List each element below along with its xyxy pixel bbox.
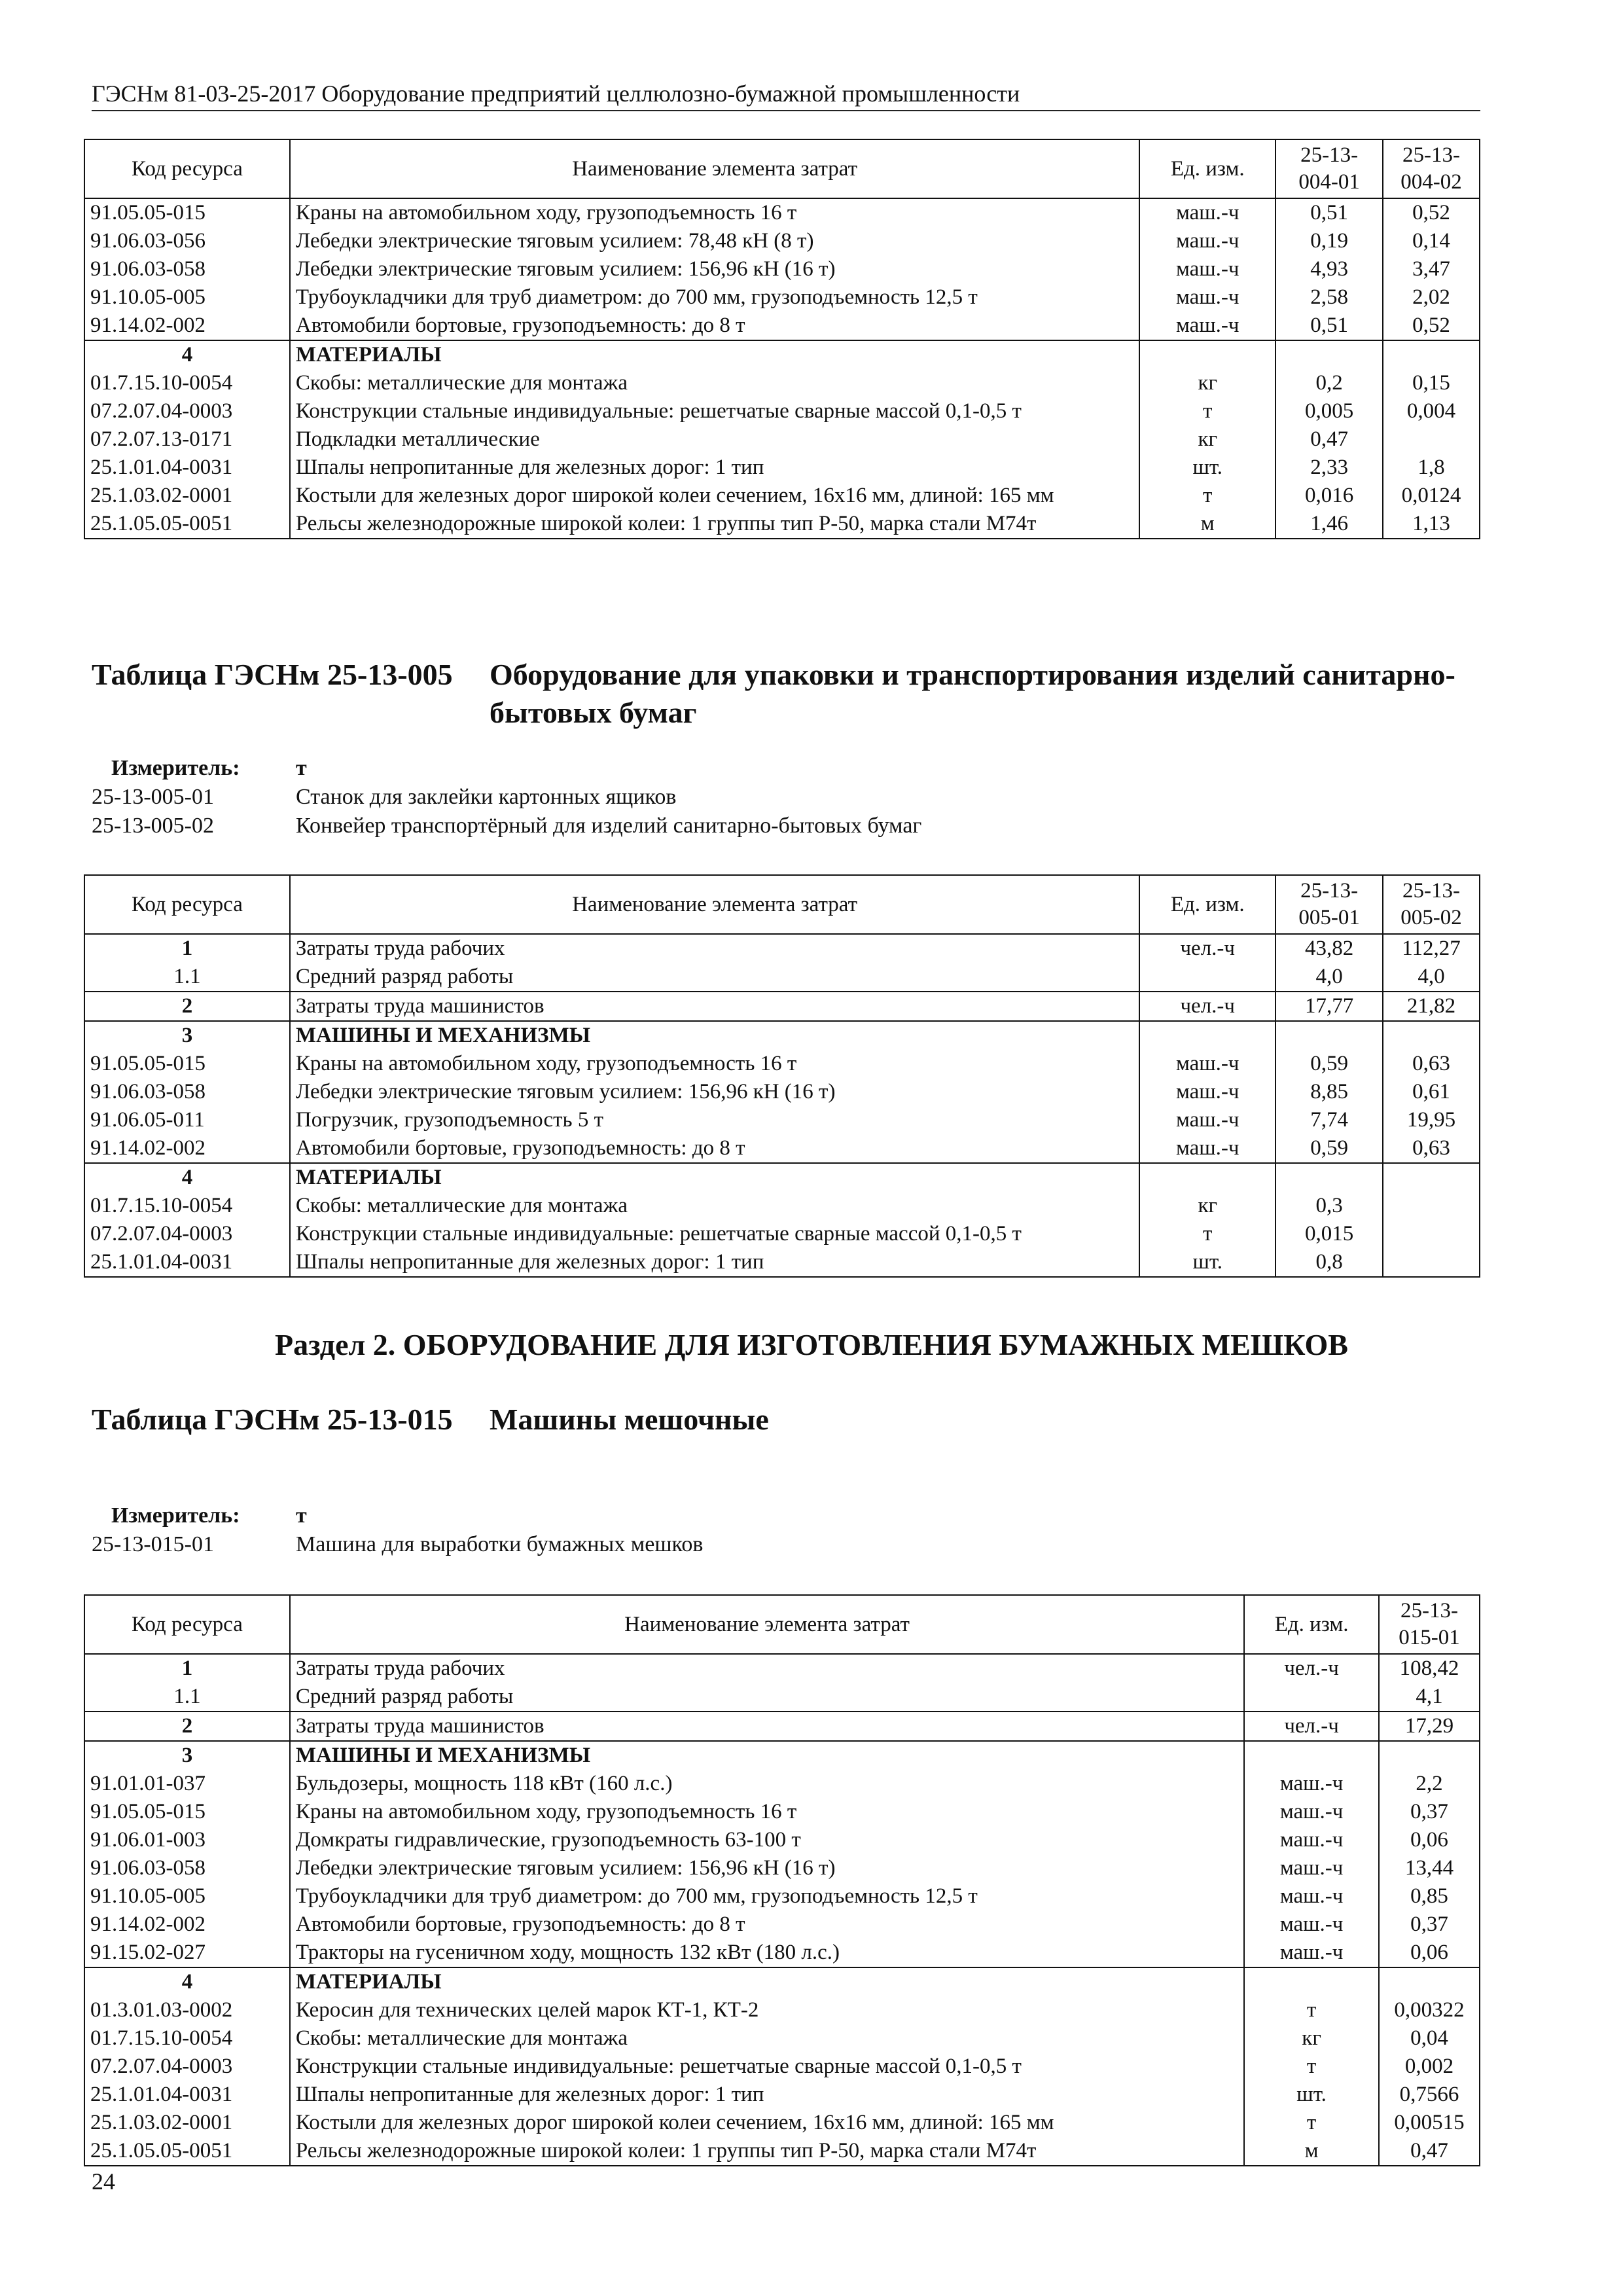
cell-value-1: 0,51 <box>1275 198 1383 227</box>
cell-value-2: 0,52 <box>1383 198 1480 227</box>
cell-value-1: 0,47 <box>1275 425 1383 454</box>
cell-value-2: 0,004 <box>1383 397 1480 425</box>
cell-name: Тракторы на гусеничном ходу, мощность 132 кВт (180 л.с.) <box>290 1939 1244 1967</box>
cell-value-1: 0,59 <box>1275 1134 1383 1163</box>
table-label-015: Таблица ГЭСНм 25-13-015 <box>92 1403 453 1436</box>
cell-code: 91.06.03-058 <box>84 255 290 283</box>
cell-unit: чел.-ч <box>1139 992 1275 1021</box>
cell-code: 91.10.05-005 <box>84 283 290 312</box>
table-row <box>84 1220 1480 1248</box>
cell-value-2: 112,27 <box>1383 934 1480 963</box>
cell-name: Краны на автомобильном ходу, грузоподъемность 16 т <box>290 1050 1139 1078</box>
col-header-name: Наименование элемента затрат <box>290 875 1139 934</box>
table-row <box>84 1134 1480 1163</box>
cell-unit: маш.-ч <box>1139 198 1275 227</box>
cell-unit: маш.-ч <box>1139 255 1275 283</box>
cell-unit: маш.-ч <box>1139 227 1275 255</box>
table-row <box>84 1770 1480 1798</box>
table-section-row <box>84 1741 1480 1770</box>
cell-code: 1.1 <box>84 1683 290 1712</box>
table-row <box>84 482 1480 510</box>
cell-value-1 <box>1379 1741 1480 1770</box>
page-number: 24 <box>92 2168 115 2195</box>
cell-value-1: 4,0 <box>1275 963 1383 992</box>
table-row <box>84 227 1480 255</box>
cell-unit <box>1244 1683 1379 1712</box>
cell-name: Краны на автомобильном ходу, грузоподъемность 16 т <box>290 1798 1244 1826</box>
cell-unit: маш.-ч <box>1139 1050 1275 1078</box>
cell-name: МАТЕРИАЛЫ <box>290 1967 1244 1996</box>
cell-unit: маш.-ч <box>1139 1106 1275 1134</box>
cell-code: 07.2.07.13-0171 <box>84 425 290 454</box>
item-row <box>92 1530 703 1559</box>
item-code: 25-13-005-02 <box>92 814 214 838</box>
cell-name: Средний разряд работы <box>290 1683 1244 1712</box>
cell-value-1: 0,59 <box>1275 1050 1383 1078</box>
cell-value-1: 0,37 <box>1379 1798 1480 1826</box>
cell-code: 91.06.01-003 <box>84 1826 290 1854</box>
cell-value-2: 0,15 <box>1383 369 1480 397</box>
cell-unit: т <box>1244 1996 1379 2024</box>
table-row <box>84 1910 1480 1939</box>
cell-unit: чел.-ч <box>1244 1712 1379 1741</box>
cell-code: 01.7.15.10-0054 <box>84 1192 290 1220</box>
table-row <box>84 1248 1480 1277</box>
table-row <box>84 425 1480 454</box>
cell-name: МАТЕРИАЛЫ <box>290 340 1139 369</box>
table-header-row <box>84 139 1480 198</box>
col-header-value-1: 25-13-004-01 <box>1275 139 1383 198</box>
cell-value-1: 0,7566 <box>1379 2081 1480 2109</box>
cell-name: Рельсы железнодорожные широкой колеи: 1 группы тип Р-50, марка стали М74т <box>290 510 1139 539</box>
cell-value-1: 0,8 <box>1275 1248 1383 1277</box>
cell-name: Шпалы непропитанные для железных дорог: 1 тип <box>290 454 1139 482</box>
cell-name: Лебедки электрические тяговым усилием: 156,96 кН (16 т) <box>290 255 1139 283</box>
cell-name: МАТЕРИАЛЫ <box>290 1163 1139 1192</box>
cell-unit <box>1139 963 1275 992</box>
table-section-row <box>84 1712 1480 1741</box>
cell-unit: маш.-ч <box>1139 1078 1275 1106</box>
cell-unit <box>1139 1163 1275 1192</box>
cell-name: Скобы: металлические для монтажа <box>290 2024 1244 2053</box>
cell-name: Лебедки электрические тяговым усилием: 78,48 кН (8 т) <box>290 227 1139 255</box>
cell-name: Средний разряд работы <box>290 963 1139 992</box>
cell-value-1: 0,005 <box>1275 397 1383 425</box>
table-row <box>84 1882 1480 1910</box>
cell-code: 07.2.07.04-0003 <box>84 397 290 425</box>
cell-value-1 <box>1379 1967 1480 1996</box>
cell-code: 4 <box>84 1967 290 1996</box>
cell-unit: маш.-ч <box>1244 1939 1379 1967</box>
table-row <box>84 2081 1480 2109</box>
col-header-code: Код ресурса <box>84 139 290 198</box>
table-row <box>84 283 1480 312</box>
cell-value-2: 0,63 <box>1383 1050 1480 1078</box>
cell-value-1 <box>1275 1163 1383 1192</box>
col-header-name: Наименование элемента затрат <box>290 1595 1244 1654</box>
cell-value-2: 4,0 <box>1383 963 1480 992</box>
cell-value-2 <box>1383 1220 1480 1248</box>
cell-value-1: 0,2 <box>1275 369 1383 397</box>
cell-name: Затраты труда рабочих <box>290 1654 1244 1683</box>
cell-unit <box>1139 340 1275 369</box>
cell-code: 91.06.03-058 <box>84 1854 290 1882</box>
cell-code: 25.1.05.05-0051 <box>84 2137 290 2166</box>
cell-unit <box>1139 1021 1275 1050</box>
table-row <box>84 1192 1480 1220</box>
cell-code: 91.14.02-002 <box>84 1910 290 1939</box>
cell-value-2 <box>1383 425 1480 454</box>
cell-value-2: 3,47 <box>1383 255 1480 283</box>
item-row <box>92 812 921 840</box>
cell-name: МАШИНЫ И МЕХАНИЗМЫ <box>290 1741 1244 1770</box>
cell-code: 91.14.02-002 <box>84 312 290 340</box>
table-row <box>84 1996 1480 2024</box>
table-row <box>84 2109 1480 2137</box>
cell-code: 25.1.05.05-0051 <box>84 510 290 539</box>
cell-code: 91.15.02-027 <box>84 1939 290 1967</box>
cell-value-2: 2,02 <box>1383 283 1480 312</box>
cell-name: Затраты труда машинистов <box>290 992 1139 1021</box>
col-header-value-1: 25-13-015-01 <box>1379 1595 1480 1654</box>
cell-name: МАШИНЫ И МЕХАНИЗМЫ <box>290 1021 1139 1050</box>
cell-unit: маш.-ч <box>1244 1854 1379 1882</box>
cell-name: Керосин для технических целей марок КТ-1, КТ-2 <box>290 1996 1244 2024</box>
norms-table-004 <box>84 139 1480 539</box>
cell-code: 3 <box>84 1021 290 1050</box>
cell-unit: м <box>1244 2137 1379 2166</box>
col-header-unit: Ед. изм. <box>1139 875 1275 934</box>
cell-code: 4 <box>84 340 290 369</box>
cell-value-2: 1,13 <box>1383 510 1480 539</box>
cell-value-2 <box>1383 1192 1480 1220</box>
cell-unit: шт. <box>1244 2081 1379 2109</box>
cell-unit: маш.-ч <box>1139 1134 1275 1163</box>
table-section-row <box>84 1021 1480 1050</box>
cell-name: Костыли для железных дорог широкой колеи сечением, 16x16 мм, длиной: 165 мм <box>290 482 1139 510</box>
measure-row <box>92 754 921 783</box>
table-section-row <box>84 1654 1480 1683</box>
cell-value-2 <box>1383 1021 1480 1050</box>
cell-unit: маш.-ч <box>1244 1826 1379 1854</box>
table-row <box>84 510 1480 539</box>
table-row <box>84 1826 1480 1854</box>
cell-value-1: 0,00322 <box>1379 1996 1480 2024</box>
cell-unit: кг <box>1244 2024 1379 2053</box>
cell-unit <box>1244 1741 1379 1770</box>
cell-value-1: 0,04 <box>1379 2024 1480 2053</box>
col-header-code: Код ресурса <box>84 875 290 934</box>
cell-name: Краны на автомобильном ходу, грузоподъемность 16 т <box>290 198 1139 227</box>
cell-name: Бульдозеры, мощность 118 кВт (160 л.с.) <box>290 1770 1244 1798</box>
cell-code: 91.05.05-015 <box>84 198 290 227</box>
cell-code: 07.2.07.04-0003 <box>84 1220 290 1248</box>
cell-code: 01.3.01.03-0002 <box>84 1996 290 2024</box>
cell-value-2 <box>1383 1163 1480 1192</box>
table-row <box>84 2024 1480 2053</box>
cell-code: 91.05.05-015 <box>84 1798 290 1826</box>
cell-value-2 <box>1383 1248 1480 1277</box>
table-row <box>84 1050 1480 1078</box>
norms-table-015 <box>84 1594 1480 2166</box>
table-row <box>84 963 1480 992</box>
cell-value-1: 0,002 <box>1379 2053 1480 2081</box>
cell-value-2: 21,82 <box>1383 992 1480 1021</box>
table-label-005: Таблица ГЭСНм 25-13-005 <box>92 658 453 691</box>
cell-unit: т <box>1139 397 1275 425</box>
cell-code: 2 <box>84 992 290 1021</box>
cell-value-1: 0,85 <box>1379 1882 1480 1910</box>
measure-value: т <box>296 756 307 780</box>
cell-unit: маш.-ч <box>1244 1910 1379 1939</box>
cell-unit: кг <box>1139 1192 1275 1220</box>
cell-name: Автомобили бортовые, грузоподъемность: до 8 т <box>290 1134 1139 1163</box>
cell-value-2: 0,0124 <box>1383 482 1480 510</box>
cell-value-1: 17,29 <box>1379 1712 1480 1741</box>
item-row <box>92 783 921 812</box>
table-section-row <box>84 1967 1480 1996</box>
table-header-row <box>84 1595 1480 1654</box>
cell-value-1: 8,85 <box>1275 1078 1383 1106</box>
measure-block-015 <box>92 1501 703 1559</box>
cell-code: 01.7.15.10-0054 <box>84 369 290 397</box>
table-row <box>84 1939 1480 1967</box>
cell-value-1: 13,44 <box>1379 1854 1480 1882</box>
table-header-row <box>84 875 1480 934</box>
col-header-value-1: 25-13-005-01 <box>1275 875 1383 934</box>
cell-name: Костыли для железных дорог широкой колеи сечением, 16x16 мм, длиной: 165 мм <box>290 2109 1244 2137</box>
cell-unit: шт. <box>1139 454 1275 482</box>
cell-name: Подкладки металлические <box>290 425 1139 454</box>
table-row <box>84 397 1480 425</box>
cell-value-2: 19,95 <box>1383 1106 1480 1134</box>
cell-name: Скобы: металлические для монтажа <box>290 369 1139 397</box>
cell-value-1: 0,016 <box>1275 482 1383 510</box>
running-header: ГЭСНм 81-03-25-2017 Оборудование предприятий целлюлозно-бумажной промышленности <box>92 81 1020 107</box>
cell-code: 3 <box>84 1741 290 1770</box>
cell-value-1 <box>1275 1021 1383 1050</box>
cell-code: 91.10.05-005 <box>84 1882 290 1910</box>
cell-value-1: 17,77 <box>1275 992 1383 1021</box>
col-header-name: Наименование элемента затрат <box>290 139 1139 198</box>
cell-unit: маш.-ч <box>1139 312 1275 340</box>
cell-code: 1 <box>84 934 290 963</box>
table-row <box>84 454 1480 482</box>
table-row <box>84 369 1480 397</box>
item-code: 25-13-015-01 <box>92 1532 214 1556</box>
cell-value-2: 0,63 <box>1383 1134 1480 1163</box>
cell-code: 25.1.03.02-0001 <box>84 2109 290 2137</box>
cell-value-1: 0,06 <box>1379 1939 1480 1967</box>
cell-name: Домкраты гидравлические, грузоподъемность 63-100 т <box>290 1826 1244 1854</box>
cell-name: Автомобили бортовые, грузоподъемность: до 8 т <box>290 1910 1244 1939</box>
cell-name: Погрузчик, грузоподъемность 5 т <box>290 1106 1139 1134</box>
table-row <box>84 1106 1480 1134</box>
cell-unit: кг <box>1139 425 1275 454</box>
cell-name: Лебедки электрические тяговым усилием: 156,96 кН (16 т) <box>290 1078 1139 1106</box>
cell-code: 25.1.01.04-0031 <box>84 2081 290 2109</box>
cell-code: 91.01.01-037 <box>84 1770 290 1798</box>
cell-code: 91.06.05-011 <box>84 1106 290 1134</box>
cell-name: Автомобили бортовые, грузоподъемность: до 8 т <box>290 312 1139 340</box>
cell-unit: т <box>1139 1220 1275 1248</box>
cell-value-1: 2,58 <box>1275 283 1383 312</box>
cell-unit: маш.-ч <box>1244 1882 1379 1910</box>
table-row <box>84 1078 1480 1106</box>
measure-row <box>92 1501 703 1530</box>
cell-unit: чел.-ч <box>1139 934 1275 963</box>
table-row <box>84 198 1480 227</box>
cell-name: Конструкции стальные индивидуальные: решетчатые сварные массой 0,1-0,5 т <box>290 2053 1244 2081</box>
cell-code: 2 <box>84 1712 290 1741</box>
cell-unit: т <box>1244 2109 1379 2137</box>
table-row <box>84 2137 1480 2166</box>
cell-name: Рельсы железнодорожные широкой колеи: 1 группы тип Р-50, марка стали М74т <box>290 2137 1244 2166</box>
cell-unit: т <box>1244 2053 1379 2081</box>
cell-value-1: 0,015 <box>1275 1220 1383 1248</box>
cell-name: Шпалы непропитанные для железных дорог: 1 тип <box>290 2081 1244 2109</box>
item-name: Конвейер транспортёрный для изделий санитарно-бытовых бумаг <box>296 814 922 838</box>
item-name: Станок для заклейки картонных ящиков <box>296 785 677 809</box>
table-row <box>84 1683 1480 1712</box>
item-code: 25-13-005-01 <box>92 785 214 809</box>
cell-code: 91.14.02-002 <box>84 1134 290 1163</box>
cell-value-1: 0,47 <box>1379 2137 1480 2166</box>
cell-value-1: 4,93 <box>1275 255 1383 283</box>
cell-value-1: 4,1 <box>1379 1683 1480 1712</box>
cell-code: 01.7.15.10-0054 <box>84 2024 290 2053</box>
cell-code: 91.06.03-056 <box>84 227 290 255</box>
cell-value-1: 1,46 <box>1275 510 1383 539</box>
cell-name: Скобы: металлические для монтажа <box>290 1192 1139 1220</box>
col-header-value-2: 25-13-005-02 <box>1383 875 1480 934</box>
cell-value-1: 7,74 <box>1275 1106 1383 1134</box>
cell-unit: м <box>1139 510 1275 539</box>
col-header-unit: Ед. изм. <box>1244 1595 1379 1654</box>
table-section-row <box>84 1163 1480 1192</box>
cell-name: Трубоукладчики для труб диаметром: до 700 мм, грузоподъемность 12,5 т <box>290 1882 1244 1910</box>
cell-value-1: 0,37 <box>1379 1910 1480 1939</box>
cell-value-1: 0,51 <box>1275 312 1383 340</box>
cell-name: Затраты труда машинистов <box>290 1712 1244 1741</box>
table-title-015: Машины мешочные <box>490 1403 769 1436</box>
table-section-row <box>84 934 1480 963</box>
col-header-unit: Ед. изм. <box>1139 139 1275 198</box>
cell-value-2: 0,14 <box>1383 227 1480 255</box>
table-section-row <box>84 992 1480 1021</box>
header-rule <box>92 110 1480 111</box>
cell-unit: шт. <box>1139 1248 1275 1277</box>
cell-value-1: 0,19 <box>1275 227 1383 255</box>
measure-value: т <box>296 1503 307 1528</box>
table-section-row <box>84 340 1480 369</box>
norms-table-005 <box>84 874 1480 1278</box>
cell-value-1: 0,3 <box>1275 1192 1383 1220</box>
cell-name: Лебедки электрические тяговым усилием: 156,96 кН (16 т) <box>290 1854 1244 1882</box>
cell-value-1: 108,42 <box>1379 1654 1480 1683</box>
cell-value-1: 0,06 <box>1379 1826 1480 1854</box>
measure-label: Измеритель: <box>111 756 240 780</box>
cell-code: 4 <box>84 1163 290 1192</box>
table-row <box>84 1854 1480 1882</box>
cell-name: Затраты труда рабочих <box>290 934 1139 963</box>
cell-code: 07.2.07.04-0003 <box>84 2053 290 2081</box>
cell-code: 25.1.01.04-0031 <box>84 1248 290 1277</box>
cell-unit: кг <box>1139 369 1275 397</box>
col-header-value-2: 25-13-004-02 <box>1383 139 1480 198</box>
cell-code: 1.1 <box>84 963 290 992</box>
cell-name: Трубоукладчики для труб диаметром: до 700 мм, грузоподъемность 12,5 т <box>290 283 1139 312</box>
cell-unit: т <box>1139 482 1275 510</box>
cell-unit: маш.-ч <box>1244 1798 1379 1826</box>
col-header-code: Код ресурса <box>84 1595 290 1654</box>
cell-name: Конструкции стальные индивидуальные: решетчатые сварные массой 0,1-0,5 т <box>290 1220 1139 1248</box>
item-name: Машина для выработки бумажных мешков <box>296 1532 704 1556</box>
measure-block-005 <box>92 754 921 840</box>
cell-value-2: 0,61 <box>1383 1078 1480 1106</box>
cell-value-2 <box>1383 340 1480 369</box>
cell-name: Конструкции стальные индивидуальные: решетчатые сварные массой 0,1-0,5 т <box>290 397 1139 425</box>
table-row <box>84 312 1480 340</box>
cell-code: 1 <box>84 1654 290 1683</box>
cell-code: 25.1.03.02-0001 <box>84 482 290 510</box>
table-title-005: Оборудование для упаковки и транспортирования изделий санитарно-бытовых бумаг <box>490 658 1455 729</box>
cell-code: 91.06.03-058 <box>84 1078 290 1106</box>
table-row <box>84 2053 1480 2081</box>
cell-value-1: 0,00515 <box>1379 2109 1480 2137</box>
cell-value-1 <box>1275 340 1383 369</box>
section-heading: Раздел 2. ОБОРУДОВАНИЕ ДЛЯ ИЗГОТОВЛЕНИЯ БУМАЖНЫХ МЕШКОВ <box>275 1328 1348 1361</box>
table-row <box>84 255 1480 283</box>
cell-unit: маш.-ч <box>1139 283 1275 312</box>
cell-unit: маш.-ч <box>1244 1770 1379 1798</box>
cell-value-2: 0,52 <box>1383 312 1480 340</box>
cell-code: 25.1.01.04-0031 <box>84 454 290 482</box>
cell-unit: чел.-ч <box>1244 1654 1379 1683</box>
cell-value-1: 43,82 <box>1275 934 1383 963</box>
cell-code: 91.05.05-015 <box>84 1050 290 1078</box>
cell-name: Шпалы непропитанные для железных дорог: 1 тип <box>290 1248 1139 1277</box>
measure-label: Измеритель: <box>111 1503 240 1528</box>
cell-value-1: 2,2 <box>1379 1770 1480 1798</box>
cell-value-2: 1,8 <box>1383 454 1480 482</box>
cell-value-1: 2,33 <box>1275 454 1383 482</box>
cell-unit <box>1244 1967 1379 1996</box>
table-row <box>84 1798 1480 1826</box>
